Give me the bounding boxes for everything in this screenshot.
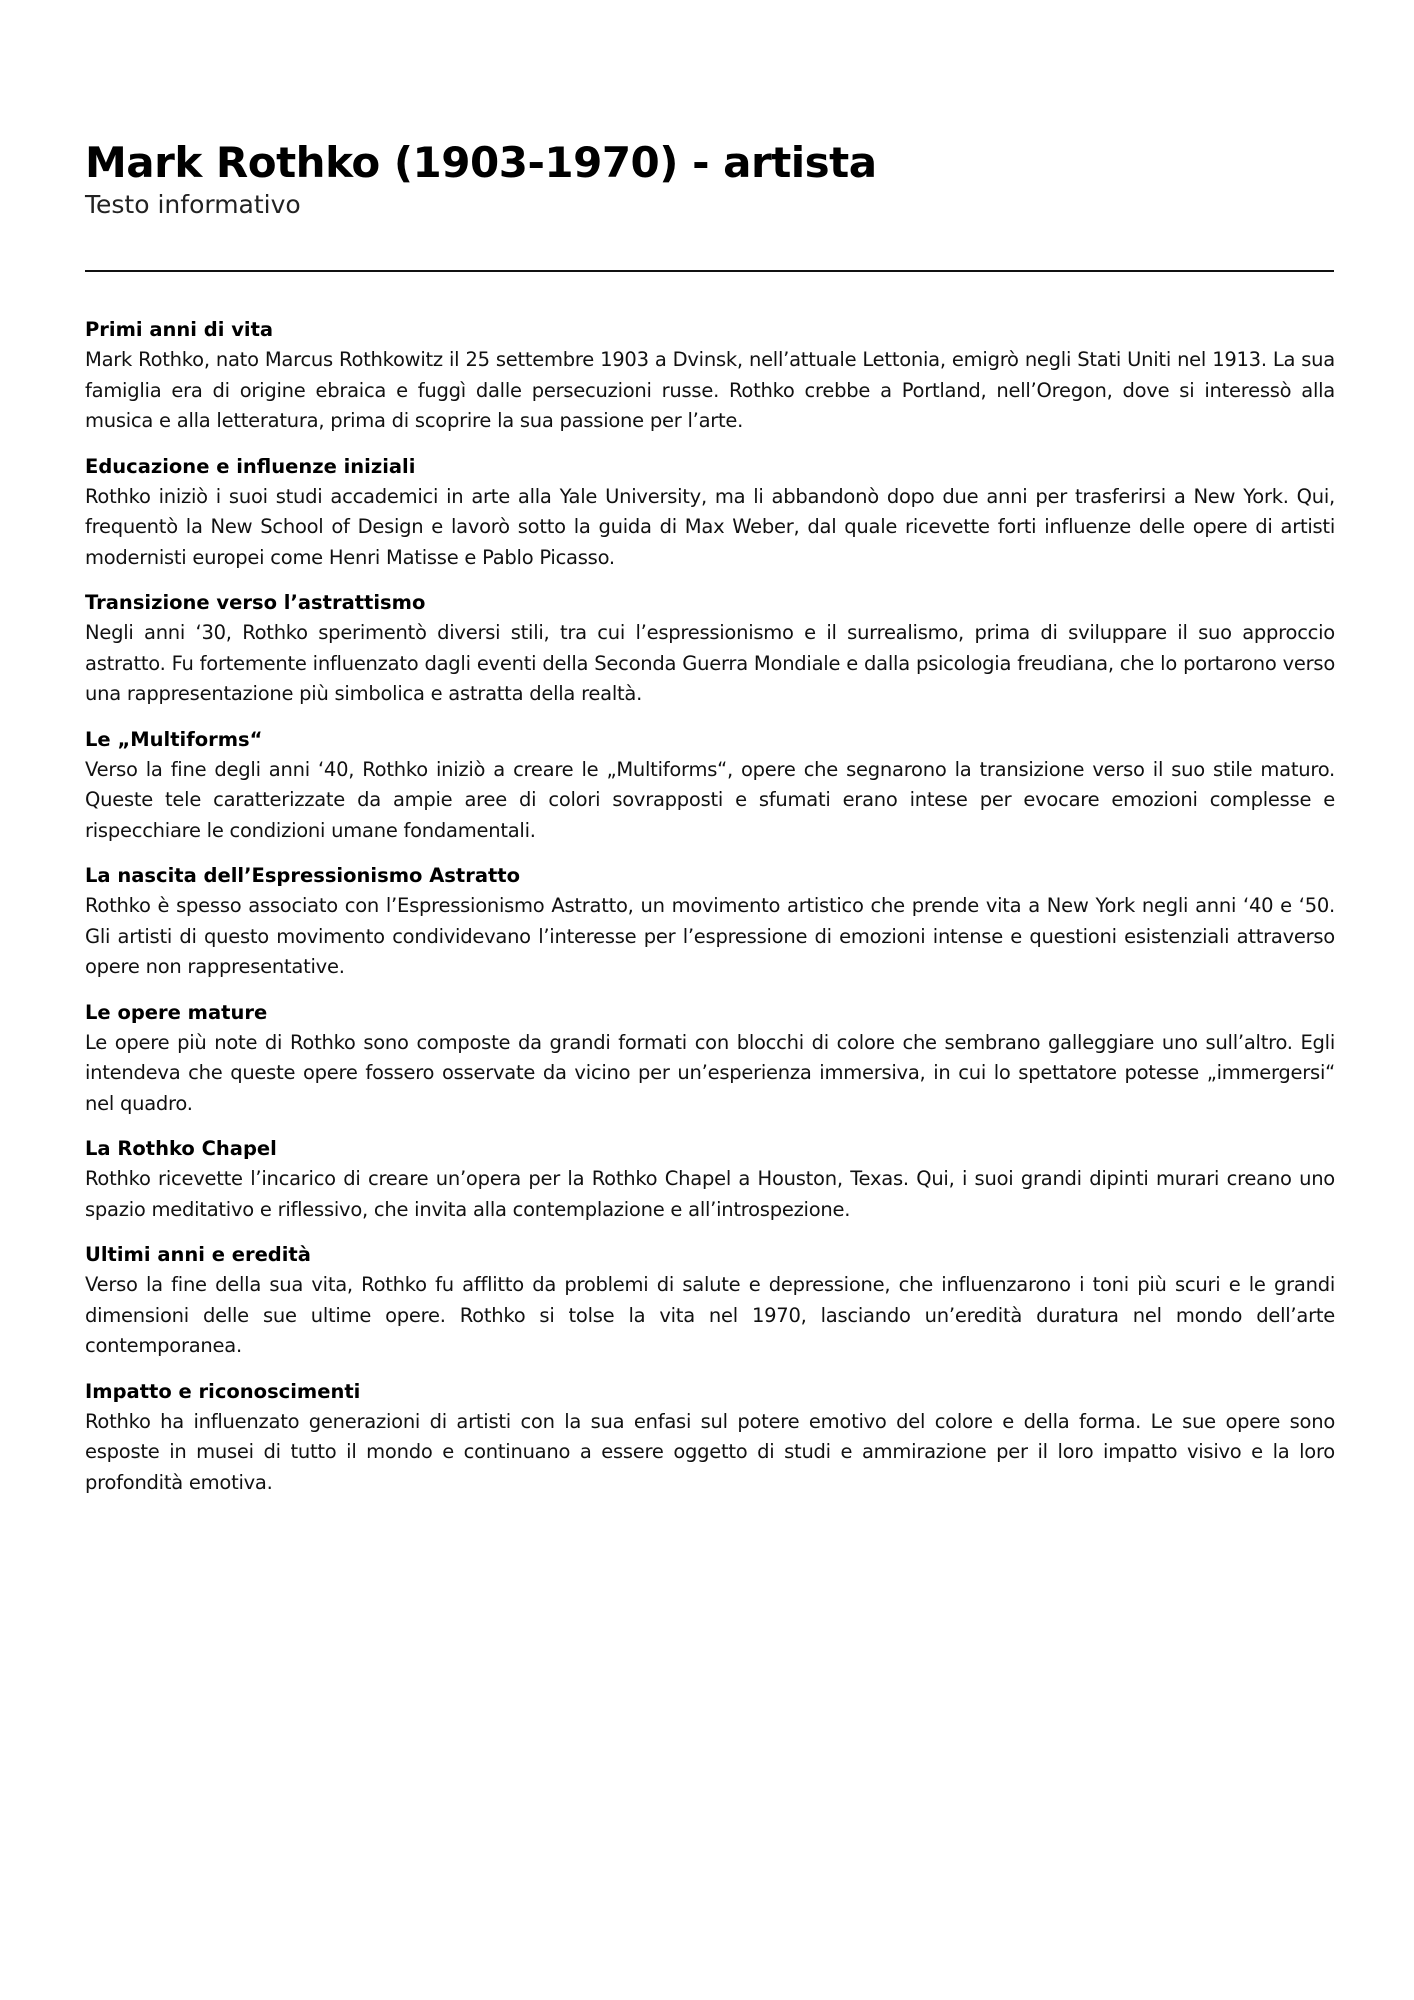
section-abstraction [85,588,1335,710]
section-mature-works [85,998,1335,1120]
section-paragraph: Verso la fine degli anni ‘40, Rothko iniziò a creare le „Multiforms“, opere che segnarono la transizione verso il suo stile maturo. Queste tele caratterizzate da ampie aree di colori sovrapposti e sfumati erano intese per evocare emozioni complesse e rispecchiare le condizioni umane fondamentali. [85,757,1335,842]
section-paragraph: Negli anni ‘30, Rothko sperimentò diversi stili, tra cui l’espressionismo e il surrealismo, prima di sviluppare il suo approccio astratto. Fu fortemente influenzato dagli eventi della Seconda Guerra Mondiale e dalla psicologia freudiana, che lo portarono verso una rappresentazione più simbolica e astratta della realtà. [85,621,1335,705]
section-early-life [85,315,1335,437]
section-rothko-chapel [85,1134,1335,1225]
section-heading: Le opere mature [85,1000,268,1024]
section-paragraph: Rothko ha influenzato generazioni di artisti con la sua enfasi sul potere emotivo del colore e della forma. Le sue opere sono esposte in musei di tutto il mondo e continuano a essere oggetto di studi e ammirazione per il loro impatto visivo e la loro profondità emotiva. [85,1409,1335,1494]
section-paragraph: Verso la fine della sua vita, Rothko fu afflitto da problemi di salute e depressione, che influenzarono i toni più scuri e le grandi dimensioni delle sue ultime opere. Rothko si tolse la vita nel 1970, lasciando un’eredità duratura nel mondo dell’arte contemporanea. [85,1273,1335,1357]
section-heading: Transizione verso l’astrattismo [85,591,426,614]
section-heading: Le „Multiforms“ [85,727,263,751]
section-heading: La Rothko Chapel [85,1137,277,1160]
section-paragraph: Rothko iniziò i suoi studi accademici in arte alla Yale University, ma li abbandonò dopo due anni per trasferirsi a New York. Qui, frequentò la New School of Design e lavorò sotto la guida di Max Weber, dal quale ricevette forti influenze delle opere di artisti modernisti europei come Henri Matisse e Pablo Picasso. [85,484,1335,569]
section-paragraph: Le opere più note di Rothko sono composte da grandi formati con blocchi di colore che sembrano galleggiare uno sull’altro. Egli intendeva che queste opere fossero osservate da vicino per un’esperienza immersiva, in cui lo spettatore potesse „immergersi“ nel quadro. [85,1030,1335,1115]
content-sections [85,315,1335,1513]
section-abstract-expressionism [85,861,1335,983]
section-heading: Ultimi anni e eredità [85,1243,311,1266]
section-impact [85,1377,1335,1499]
section-heading: La nascita dell’Espressionismo Astratto [85,864,521,887]
page-title: Mark Rothko (1903-1970) - artista [85,138,877,187]
section-last-years [85,1240,1335,1362]
section-heading: Primi anni di vita [85,318,274,341]
section-paragraph: Mark Rothko, nato Marcus Rothkowitz il 25 settembre 1903 a Dvinsk, nell’attuale Lettonia, emigrò negli Stati Uniti nel 1913. La sua famiglia era di origine ebraica e fuggì dalle persecuzioni russe. Rothko crebbe a Portland, nell’Oregon, dove si interessò alla musica e alla letteratura, prima di scoprire la sua passione per l’arte. [85,348,1335,432]
section-paragraph: Rothko è spesso associato con l’Espressionismo Astratto, un movimento artistico che prende vita a New York negli anni ‘40 e ‘50. Gli artisti di questo movimento condividevano l’interesse per l’espressione di emozioni intense e questioni esistenziali attraverso opere non rappresentative. [85,894,1335,978]
section-multiforms [85,725,1335,847]
title-divider [85,270,1334,272]
section-paragraph: Rothko ricevette l’incarico di creare un’opera per la Rothko Chapel a Houston, Texas. Qui, i suoi grandi dipinti murari creano uno spazio meditativo e riflessivo, che invita alla contemplazione e all’introspezione. [85,1167,1335,1221]
page-subtitle: Testo informativo [85,190,301,219]
section-heading: Impatto e riconoscimenti [85,1379,361,1403]
section-heading: Educazione e influenze iniziali [85,454,416,478]
section-education [85,452,1335,574]
